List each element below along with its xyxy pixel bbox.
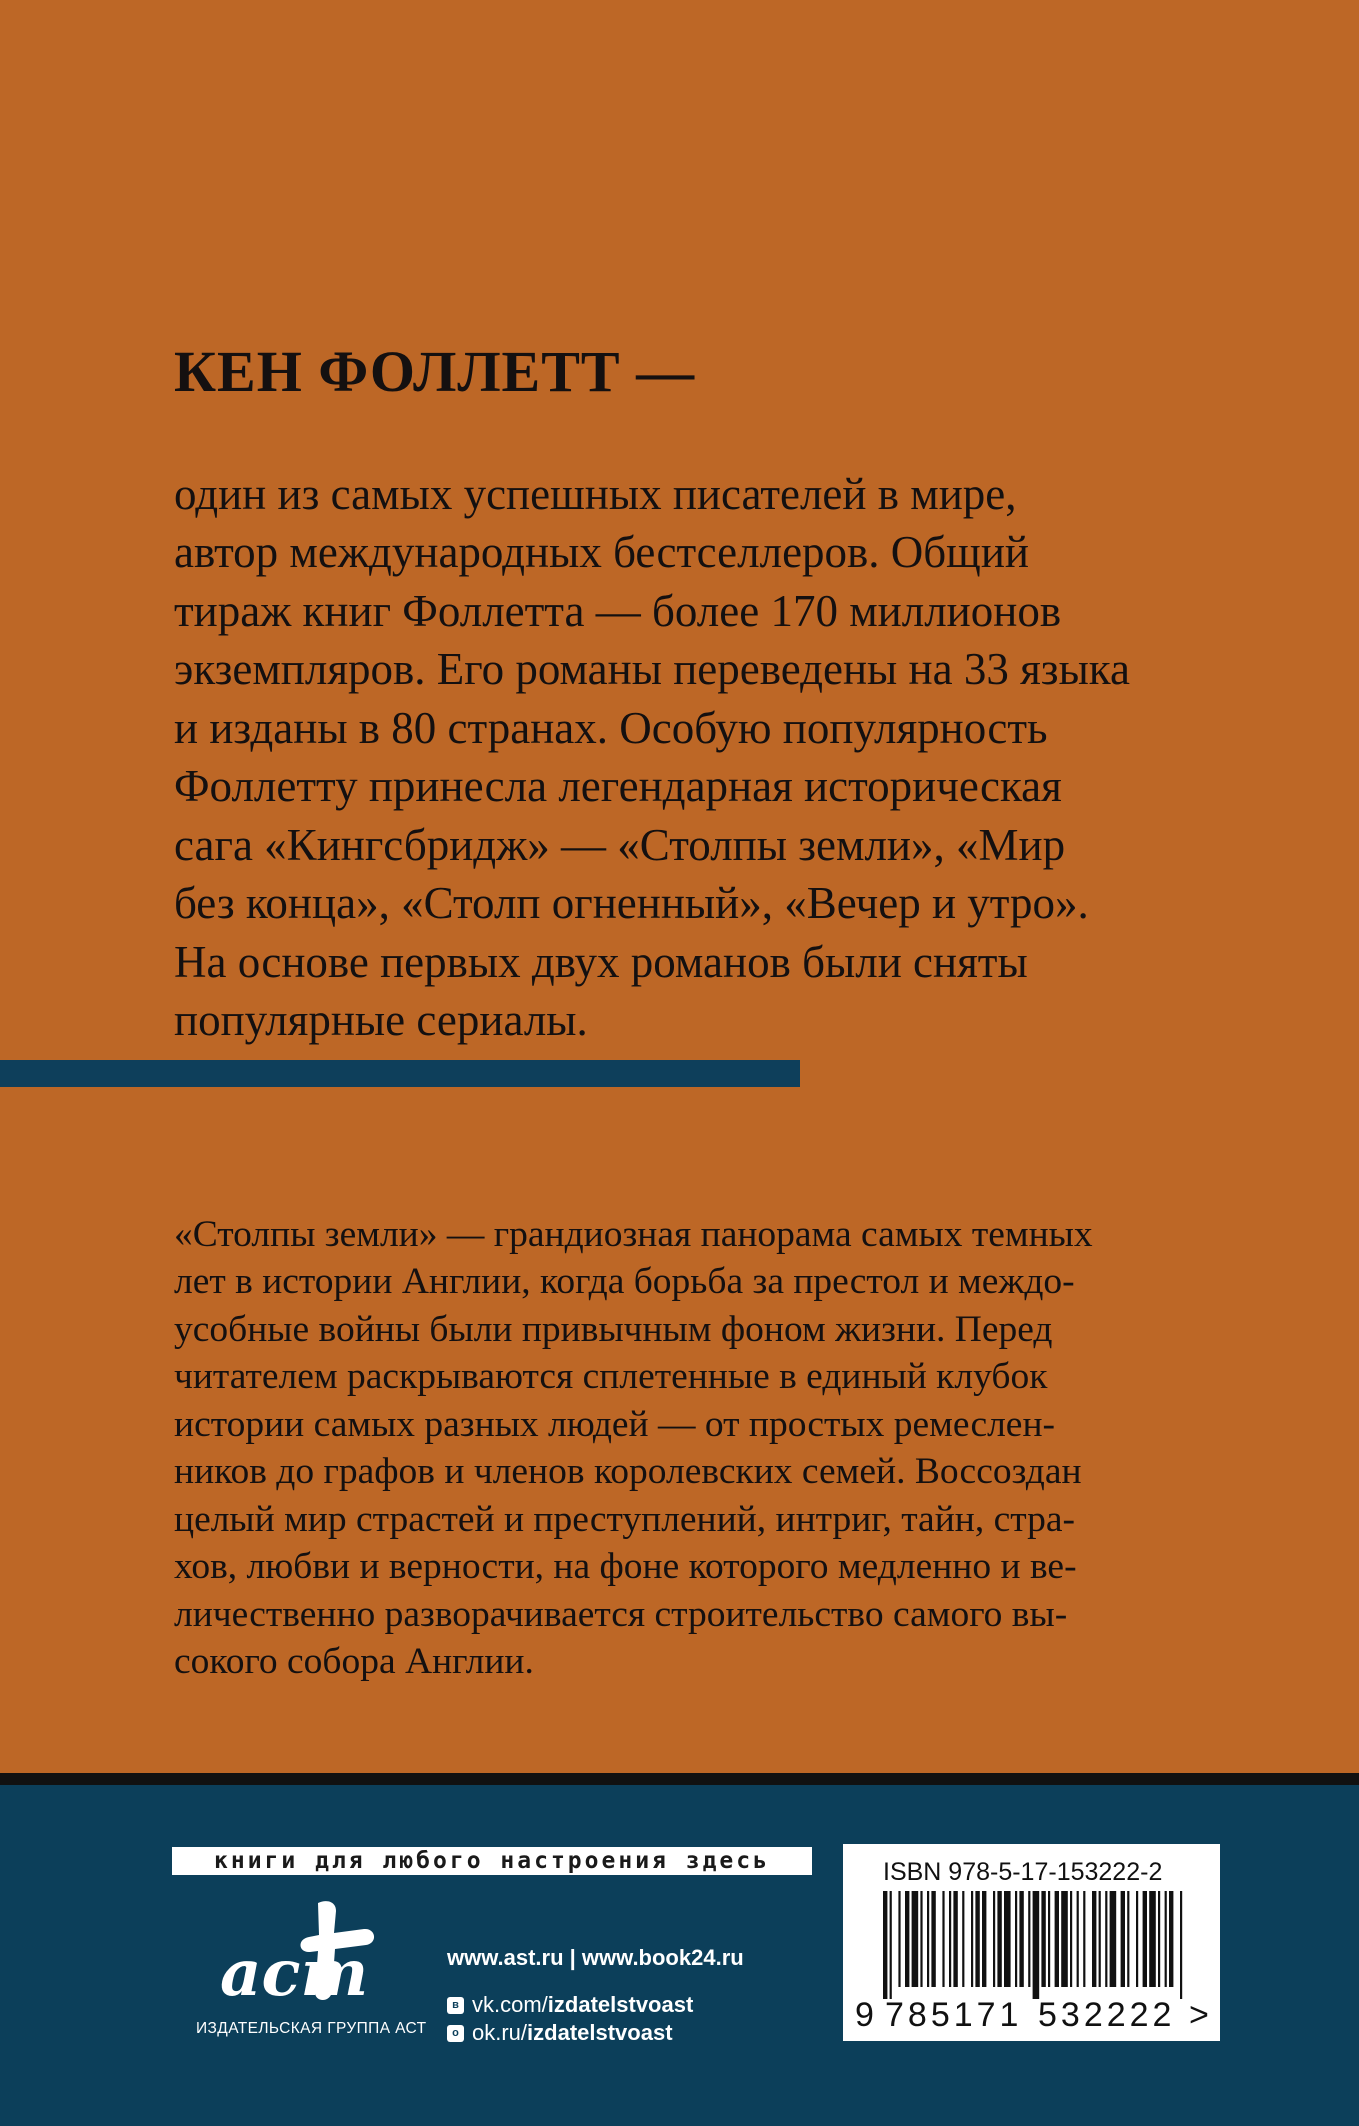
bio-line: Фоллетту принесла легендарная историческая xyxy=(174,761,1062,811)
barcode-bar xyxy=(975,1891,979,1987)
description-line: целый мир страстей и преступлений, интриг, тайн, стра- xyxy=(174,1498,1075,1540)
barcode-bar xyxy=(949,1891,951,1987)
vk-link[interactable] xyxy=(447,1991,744,2019)
bio-line: без конца», «Столп огненный», «Вечер и утро». xyxy=(174,878,1089,928)
description-line: читателем раскрываются сплетенные в единый клубок xyxy=(174,1356,1048,1397)
barcode-bar xyxy=(971,1891,973,1987)
barcode-bar xyxy=(1019,1891,1023,1987)
barcode-bar xyxy=(962,1891,964,1987)
blue-divider xyxy=(0,1060,800,1087)
barcode-bar xyxy=(931,1891,935,1987)
barcode-bar xyxy=(905,1891,909,1987)
barcode-bar xyxy=(1070,1891,1072,1987)
barcode-bar xyxy=(1048,1891,1050,1987)
barcode-bar xyxy=(1041,1891,1045,1987)
bio-line: экземпляров. Его романы переведены на 33 языка xyxy=(174,644,1130,694)
description-line: истории самых разных людей — от простых ремеслен- xyxy=(174,1403,1056,1445)
description-line: сокого собора Англии. xyxy=(174,1641,534,1682)
vk-prefix: vk.com/ xyxy=(472,1992,548,2017)
ast-logo-text: аст xyxy=(220,1936,369,2005)
description-line: «Столпы земли» — грандиозная панорама самых темных xyxy=(174,1213,1093,1255)
description-line: усобные войны были привычным фоном жизни. Перед xyxy=(174,1308,1053,1350)
bio-line: и изданы в 80 странах. Особую популярность xyxy=(174,702,1048,753)
barcode-first-digit: 9 xyxy=(855,1996,878,2034)
barcode-group-2: 532222 xyxy=(1038,1996,1176,2034)
barcode-bars xyxy=(883,1891,1193,1999)
website-links[interactable]: www.ast.ru | www.book24.ru xyxy=(447,1945,744,1970)
ok-icon: о xyxy=(447,2025,464,2042)
barcode-bar xyxy=(1092,1891,1096,1987)
barcode-bar xyxy=(1165,1891,1167,1987)
vk-handle: izdatelstvoast xyxy=(547,1992,694,2017)
barcode-bar xyxy=(1061,1891,1068,1987)
barcode-bar xyxy=(1099,1891,1101,1987)
barcode-bar xyxy=(912,1891,919,1987)
barcode-bar xyxy=(1077,1891,1079,1987)
barcode-arrow: > xyxy=(1189,1996,1213,2034)
barcode-bar xyxy=(942,1891,944,1987)
description-line: личественно разворачивается строительство самого вы- xyxy=(174,1593,1068,1635)
author-bio xyxy=(174,406,1224,1050)
footer-separator xyxy=(0,1773,1359,1785)
barcode-bar xyxy=(1127,1891,1129,1987)
barcode-bar xyxy=(1015,1891,1017,1987)
isbn-number: ISBN 978-5-17-153222-2 xyxy=(883,1858,1163,1886)
vk-icon: в xyxy=(447,1997,464,2014)
description-line: ников до графов и членов королевских семей. Воссоздан xyxy=(174,1451,1082,1492)
contact-links xyxy=(447,1945,744,2047)
bio-line: сага «Кингсбридж» — «Столпы земли», «Мир xyxy=(174,819,1066,870)
barcode-bar xyxy=(1169,1891,1173,1987)
book-description xyxy=(174,1163,1224,1686)
barcode-bar xyxy=(1149,1891,1156,1987)
barcode-bar xyxy=(927,1891,929,1987)
barcode-bar xyxy=(890,1891,892,1999)
isbn-barcode-box xyxy=(843,1844,1220,2041)
barcode-bar xyxy=(997,1891,1001,1987)
description-line: лет в истории Англии, когда борьба за престол и междо- xyxy=(174,1261,1075,1302)
bio-line: На основе первых двух романов были сняты xyxy=(174,936,1028,987)
author-section xyxy=(174,338,1224,1050)
barcode-bar xyxy=(1083,1891,1085,1987)
ok-handle: izdatelstvoast xyxy=(527,2020,673,2045)
bio-line: автор международных бестселлеров. Общий xyxy=(174,527,1029,577)
slogan-banner: книги для любого настроения здесь xyxy=(172,1847,812,1875)
barcode-bar xyxy=(1136,1891,1138,1987)
barcode-bar xyxy=(1033,1891,1040,1999)
barcode-bar xyxy=(1028,1891,1030,1987)
ok-prefix: ok.ru/ xyxy=(472,2020,528,2045)
ok-link[interactable] xyxy=(447,2019,744,2047)
barcode-bar xyxy=(993,1891,995,1987)
barcode-bar xyxy=(920,1891,922,1987)
publisher-name: ИЗДАТЕЛЬСКАЯ ГРУППА АСТ xyxy=(196,2020,427,2037)
bio-line: популярные сериалы. xyxy=(174,995,588,1045)
barcode-bar xyxy=(1004,1891,1011,1987)
bio-line: тираж книг Фоллетта — более 170 миллионов xyxy=(174,585,1062,636)
barcode-bar xyxy=(883,1891,887,1999)
barcode-bar xyxy=(1110,1891,1117,1987)
barcode-bar xyxy=(898,1891,900,1987)
author-name: КЕН ФОЛЛЕТТ — xyxy=(174,339,696,404)
ast-logo xyxy=(198,1895,398,2005)
barcode-bar xyxy=(1121,1891,1125,1987)
barcode-bar xyxy=(953,1891,957,1987)
barcode-bar xyxy=(1180,1891,1182,1999)
barcode-bar xyxy=(1055,1891,1059,1987)
barcode-bar xyxy=(1158,1891,1160,1987)
barcode-bar xyxy=(1143,1891,1147,1987)
barcode-bar xyxy=(1105,1891,1107,1987)
description-line: хов, любви и верности, на фоне которого медленно и ве- xyxy=(174,1546,1077,1587)
barcode-bar xyxy=(982,1891,986,1987)
barcode-group-1: 785171 xyxy=(885,1996,1023,2034)
bio-line: один из самых успешных писателей в мире, xyxy=(174,468,1017,519)
